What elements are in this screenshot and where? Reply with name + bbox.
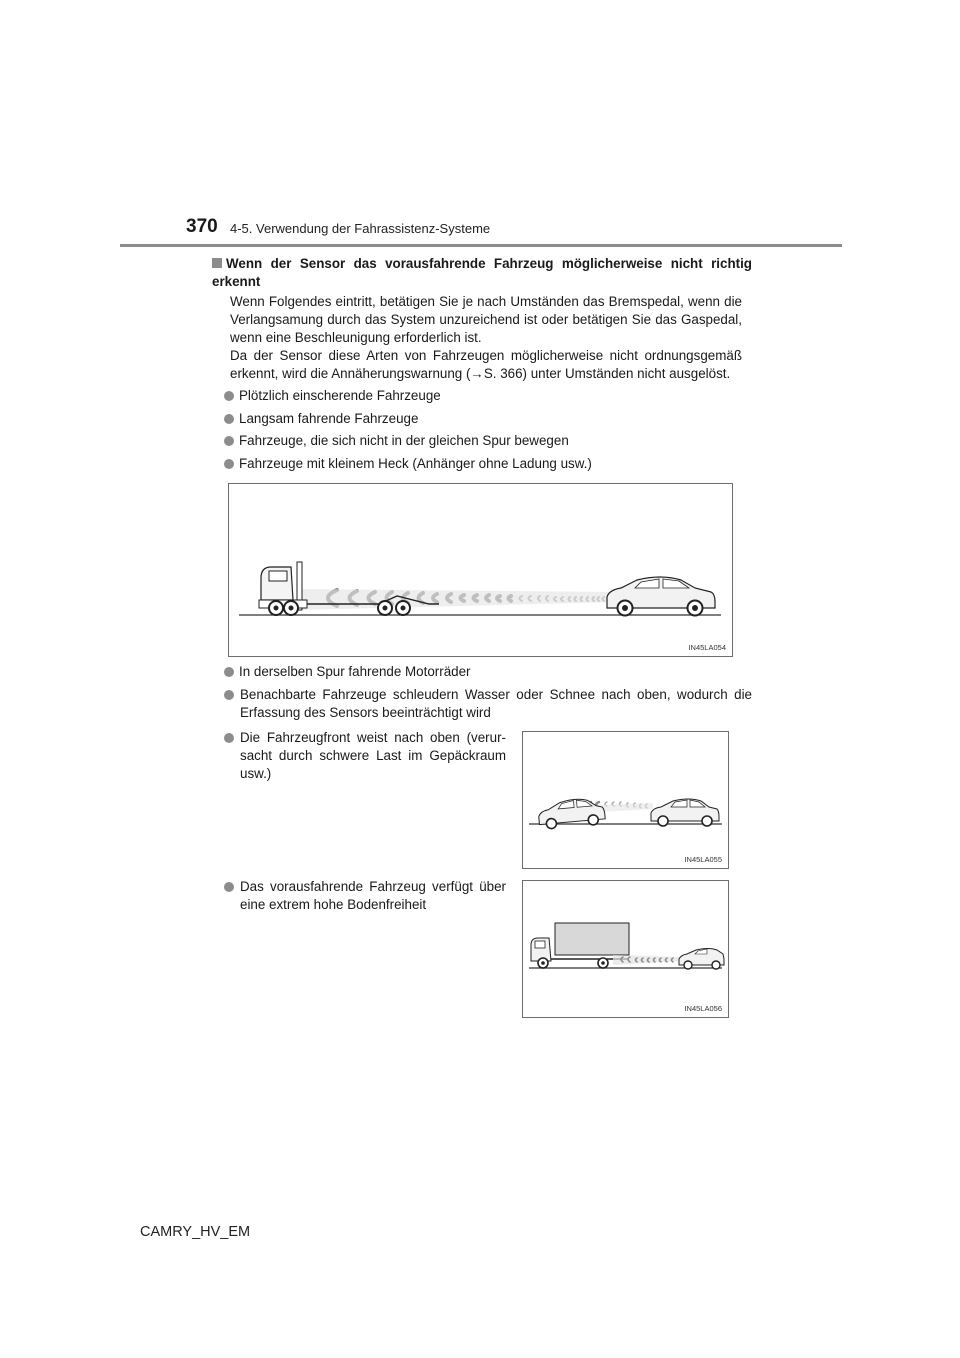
car-nose-up-radar-illustration bbox=[523, 732, 728, 868]
intro-line: Wenn Folgendes eintritt, betätigen Sie je nach Umständen das Bremspedal, wenn die bbox=[230, 294, 742, 309]
list-item-text: Plötzlich einscherende Fahrzeuge bbox=[239, 388, 441, 403]
section-heading bbox=[212, 255, 752, 291]
figure-code: IN45LA054 bbox=[688, 643, 726, 652]
figure-truck-high-clearance bbox=[522, 880, 729, 1018]
list-item-text: Fahrzeuge, die sich nicht in der gleichen Spur bewegen bbox=[239, 433, 569, 448]
intro-line: erkennt, wird die Annäherungswarnung (→S. 366) unter Umständen nicht ausgelöst. bbox=[230, 366, 731, 381]
section-heading-text: Wenn der Sensor das vorausfahrende Fahrzeug möglicherweise nicht richtig erkennt bbox=[212, 256, 752, 289]
bullet-icon bbox=[224, 391, 234, 401]
bullet-icon bbox=[224, 882, 234, 892]
list-item-text: eine extrem hohe Bodenfreiheit bbox=[240, 897, 427, 912]
list-item-text: Erfassung des Sensors beeinträchtigt wird bbox=[240, 705, 491, 720]
list-item bbox=[224, 387, 441, 405]
footer-model-code: CAMRY_HV_EM bbox=[140, 1224, 251, 1240]
chapter-title: 4-5. Verwendung der Fahrassistenz-Systeme bbox=[230, 221, 491, 236]
intro-line: wenn eine Beschleunigung erforderlich ist. bbox=[230, 330, 482, 345]
square-bullet-icon bbox=[212, 258, 222, 268]
intro-line: Da der Sensor diese Arten von Fahrzeugen möglicherweise nicht ordnungsgemäß bbox=[230, 348, 742, 363]
list-item-text: In derselben Spur fahrende Motorräder bbox=[239, 664, 471, 679]
figure-car-nose-up bbox=[522, 731, 729, 869]
list-item bbox=[224, 729, 239, 747]
list-item bbox=[224, 410, 418, 428]
list-item-text: usw.) bbox=[240, 766, 272, 781]
page-number: 370 bbox=[186, 216, 218, 237]
bullet-icon bbox=[224, 436, 234, 446]
bullet-icon bbox=[224, 690, 234, 700]
list-item-text: Langsam fahrende Fahrzeuge bbox=[239, 411, 419, 426]
list-item bbox=[224, 686, 239, 704]
list-item-text: Fahrzeuge mit kleinem Heck (Anhänger ohne Ladung usw.) bbox=[239, 456, 592, 471]
list-item-text: Die Fahrzeugfront weist nach oben (verur- bbox=[240, 730, 506, 745]
figure-code: IN45LA055 bbox=[684, 855, 722, 864]
truck-high-clearance-radar-illustration bbox=[523, 881, 728, 1017]
list-item bbox=[224, 455, 592, 473]
header-rule bbox=[120, 244, 842, 247]
truck-trailer-radar-illustration bbox=[229, 484, 732, 656]
figure-code: IN45LA056 bbox=[684, 1004, 722, 1013]
list-item-text: Das vorausfahrende Fahrzeug verfügt über bbox=[240, 879, 506, 894]
list-item-text: Benachbarte Fahrzeuge schleudern Wasser oder Schnee nach oben, wodurch die bbox=[240, 687, 752, 702]
intro-line: Verlangsamung durch das System unzureichend ist oder betätigen Sie das Gaspedal, bbox=[230, 312, 742, 327]
list-item bbox=[224, 663, 471, 681]
bullet-icon bbox=[224, 414, 234, 424]
list-item bbox=[224, 432, 569, 450]
list-item-text: sacht durch schwere Last im Gepäckraum bbox=[240, 748, 506, 763]
figure-truck-trailer bbox=[228, 483, 733, 657]
bullet-icon bbox=[224, 733, 234, 743]
list-item bbox=[224, 878, 239, 896]
bullet-icon bbox=[224, 459, 234, 469]
bullet-icon bbox=[224, 667, 234, 677]
